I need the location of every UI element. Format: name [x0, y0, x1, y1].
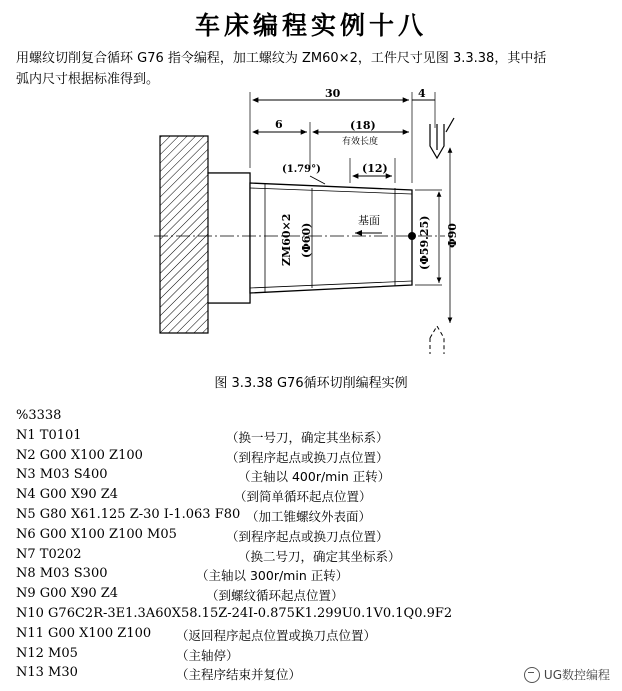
intro-paragraph	[16, 48, 612, 90]
dim-30: 30	[325, 88, 341, 100]
program-comment: （换二号刀，确定其坐标系）	[238, 548, 401, 564]
program-code: N10 G76C2R-3E1.3A60X58.15Z-24I-0.875K1.299U0.1V0.1Q0.9F2	[16, 605, 453, 621]
effective-length-label: 有效长度	[342, 137, 379, 147]
dim-12: (12)	[362, 162, 388, 175]
intro-line-2: 弧内尺寸根据标准得到。	[16, 72, 160, 87]
program-comment: （到简单循环起点位置）	[234, 489, 372, 505]
program-code: N9 G00 X90 Z4	[16, 586, 119, 602]
wechat-icon	[524, 667, 540, 683]
program-line	[16, 646, 616, 666]
program-code: N3 M03 S400	[16, 467, 108, 483]
dia-5925-label: (Φ59.25)	[418, 215, 431, 270]
figure-caption: 图 3.3.38 G76循环切削编程实例	[214, 376, 408, 391]
dim-18: (18)	[350, 119, 376, 132]
program-line	[16, 527, 616, 547]
dia-60-label: (Φ60)	[300, 222, 313, 258]
nc-program	[16, 408, 616, 685]
program-comment: （到程序起点或换刀点位置）	[226, 528, 389, 544]
thread-label: ZM60×2	[280, 213, 293, 266]
program-code: N7 T0202	[16, 546, 82, 562]
watermark	[524, 666, 610, 683]
program-comment: （到螺纹循环起点位置）	[206, 588, 344, 604]
program-comment: （到程序起点或换刀点位置）	[226, 449, 389, 465]
program-line	[16, 428, 616, 448]
program-comment: （主轴以 400r/min 正转）	[238, 469, 391, 485]
chuck-section	[160, 136, 250, 333]
program-line	[16, 487, 616, 507]
program-code: N4 G00 X90 Z4	[16, 487, 119, 503]
program-line	[16, 467, 616, 487]
program-comment: （主程序结束并复位）	[176, 667, 302, 683]
intro-line-1: 用螺纹切削复合循环 G76 指令编程，加工螺纹为 ZM60×2，工件尺寸见图 3.3.38，其中括	[16, 51, 547, 66]
angle-label: (1.79°)	[282, 164, 321, 175]
dim-4: 4	[418, 88, 426, 100]
program-comment: （加工锥螺纹外表面）	[246, 508, 372, 524]
program-line	[16, 408, 616, 428]
program-code: %3338	[16, 408, 62, 423]
program-code: N5 G80 X61.125 Z-30 I-1.063 F80	[16, 506, 241, 522]
dim-6: 6	[275, 118, 283, 131]
program-line	[16, 507, 616, 527]
workpiece-drawing	[150, 88, 470, 358]
page-title: 车床编程实例十八	[194, 11, 427, 40]
watermark-text: UG数控编程	[543, 668, 610, 682]
program-comment: （换一号刀，确定其坐标系）	[226, 429, 389, 445]
tool-start-position	[430, 326, 444, 354]
program-code: N13 M30	[16, 665, 78, 681]
program-code: N2 G00 X100 Z100	[16, 447, 143, 463]
program-comment: （主轴停）	[176, 647, 239, 663]
program-code: N8 M03 S300	[16, 566, 108, 582]
program-line	[16, 606, 616, 626]
dia-90-label: Φ90	[446, 223, 459, 248]
program-line	[16, 448, 616, 468]
program-code: N11 G00 X100 Z100	[16, 625, 152, 641]
program-line	[16, 626, 616, 646]
program-code: N6 G00 X100 Z100 M05	[16, 526, 177, 542]
program-code: N12 M05	[16, 645, 78, 661]
program-comment: （返回程序起点位置或换刀点位置）	[176, 627, 377, 643]
datum-point	[408, 232, 416, 240]
datum-label: 基面	[358, 214, 380, 227]
program-comment: （主轴以 300r/min 正转）	[196, 568, 349, 584]
program-code: N1 T0101	[16, 427, 82, 443]
program-line	[16, 547, 616, 567]
program-line	[16, 586, 616, 606]
program-line	[16, 566, 616, 586]
thread-cone	[250, 183, 412, 293]
